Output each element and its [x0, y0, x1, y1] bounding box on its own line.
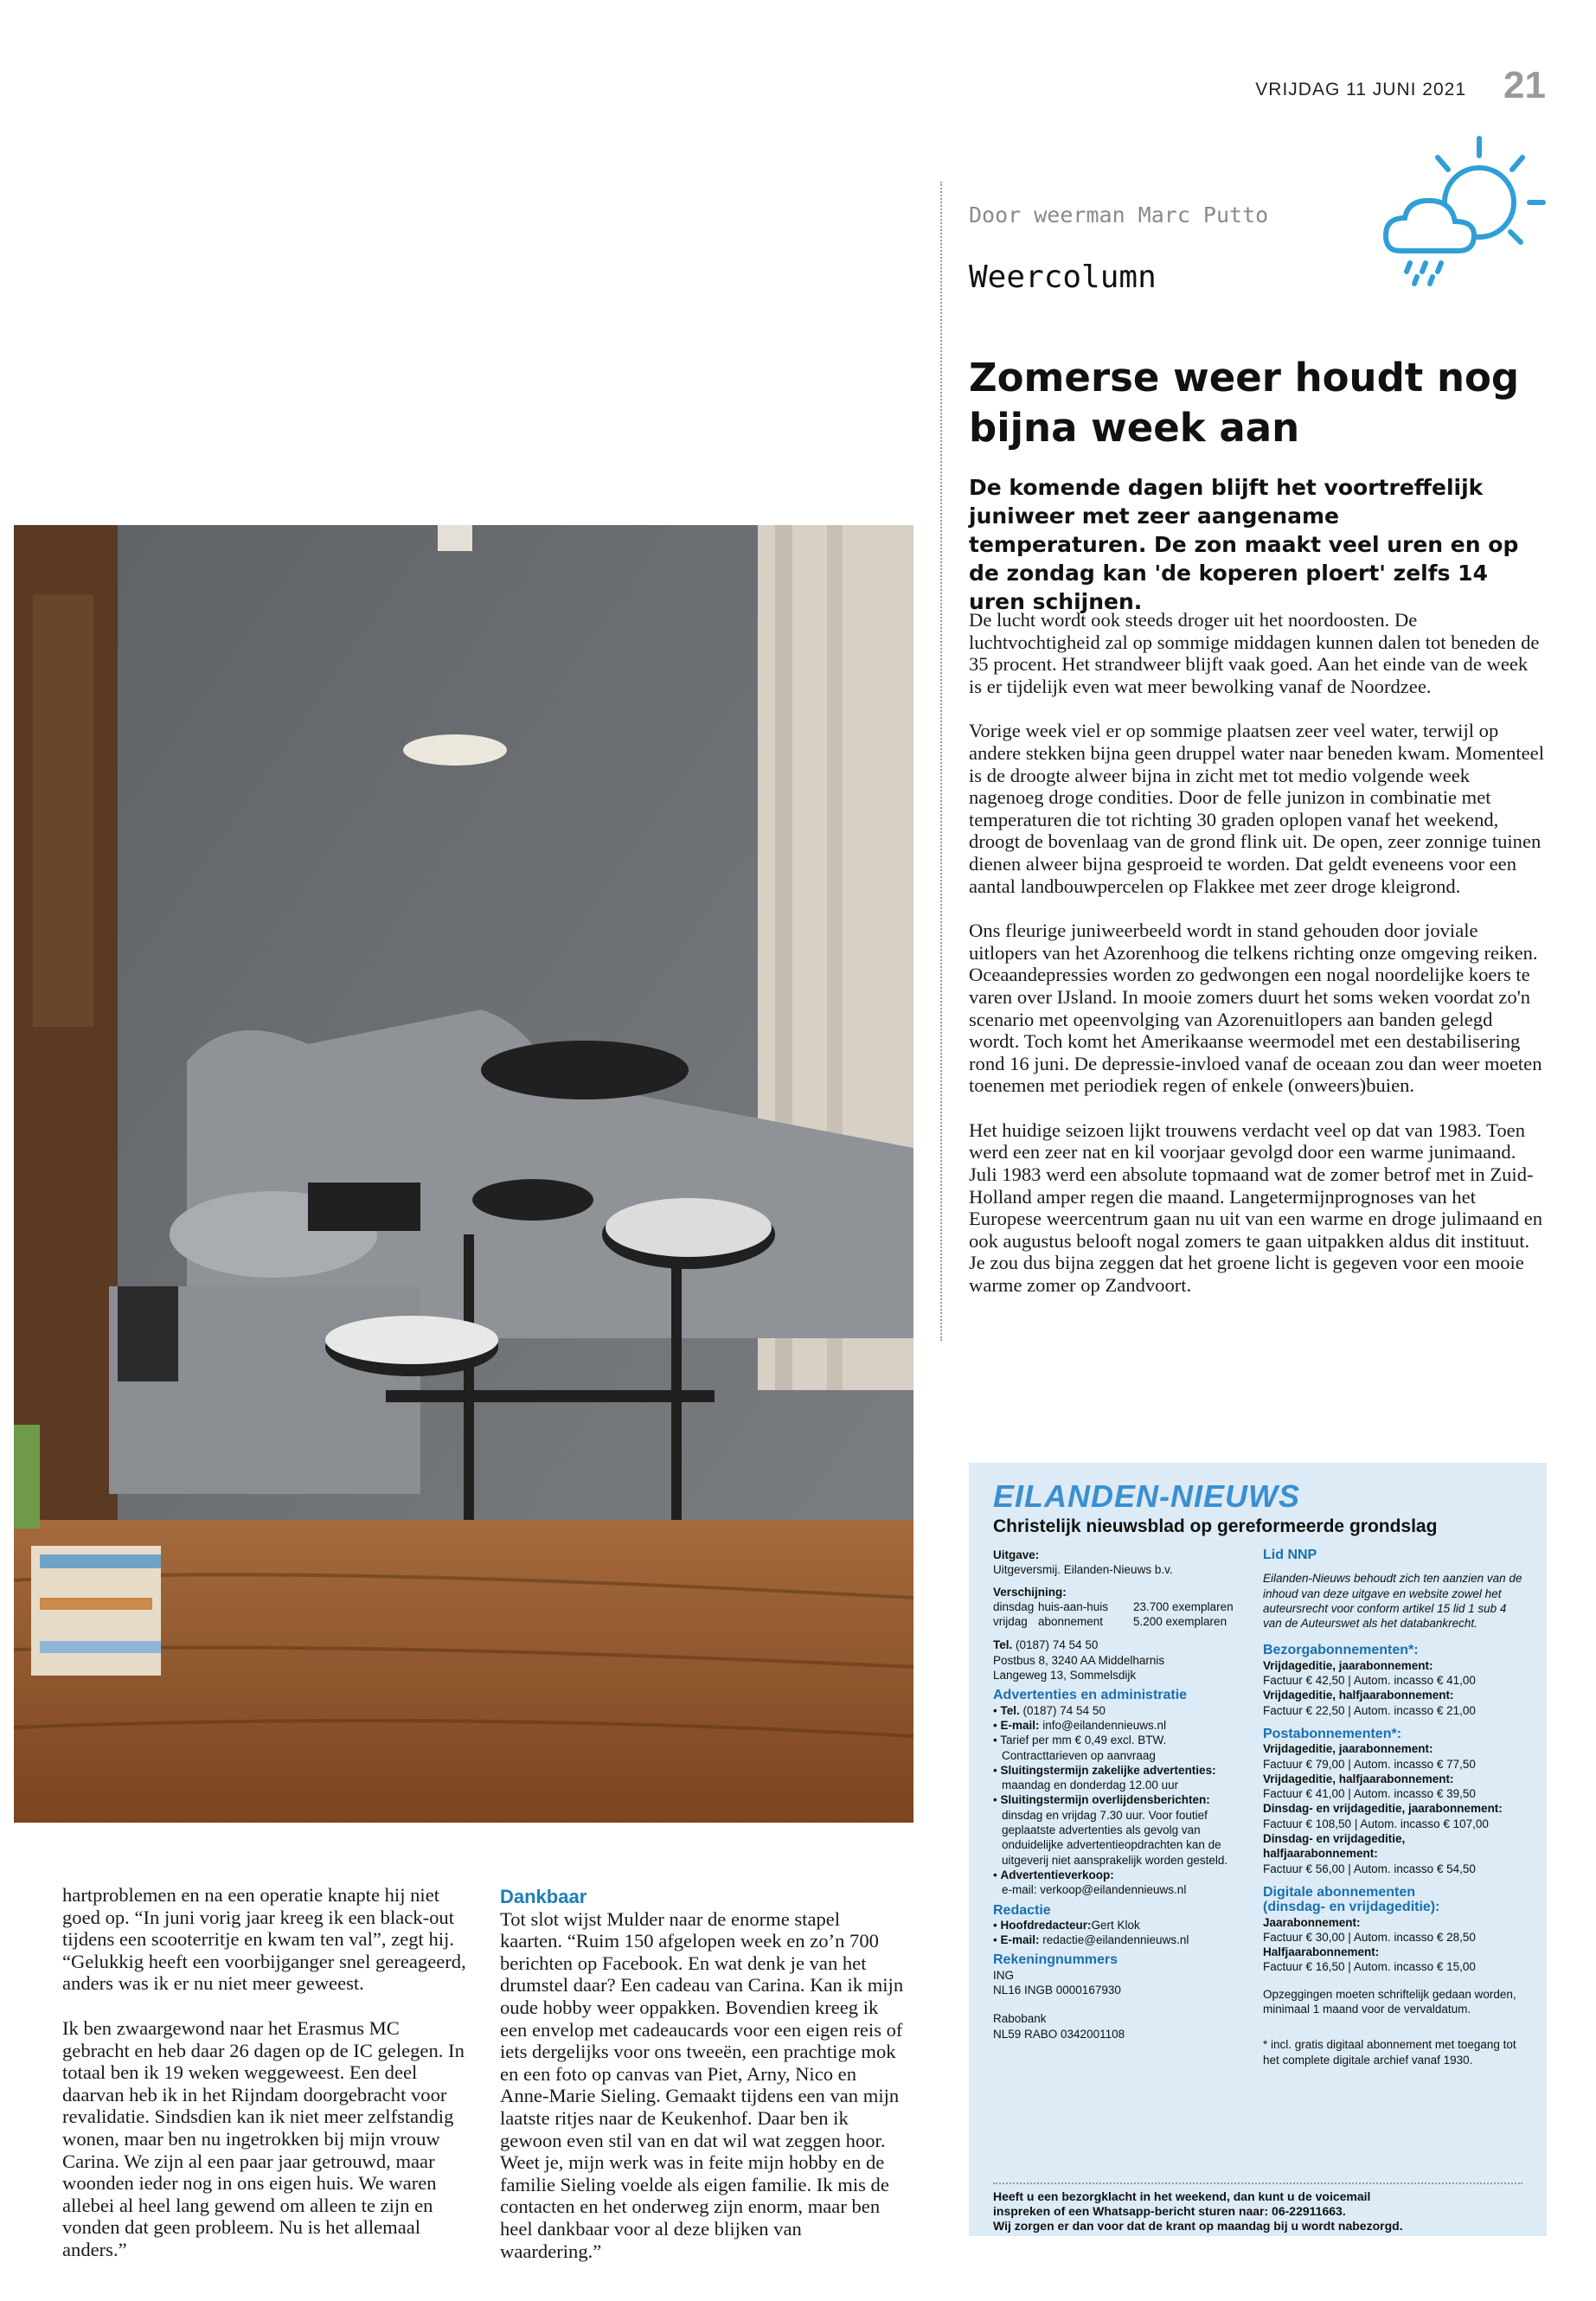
- adv-tarief: Tarief per mm € 0,49 excl. BTW.: [1000, 1734, 1167, 1747]
- uitgave-value: Uitgeversmij. Eilanden-Nieuws b.v.: [993, 1563, 1173, 1577]
- verschijning-heading: Verschijning:: [993, 1585, 1067, 1599]
- day: dinsdag: [993, 1599, 1035, 1613]
- circulation: 23.700 exemplaren: [1133, 1599, 1234, 1613]
- page-date: VRIJDAG 11 JUNI 2021: [1255, 80, 1466, 99]
- sub-price: Factuur € 42,50 | Autom. incasso € 41,00: [1263, 1674, 1476, 1688]
- colophon-footer: [993, 2189, 1403, 2234]
- sub-label: Vrijdageditie, halfjaarabonnement:: [1263, 1772, 1454, 1785]
- adv-email[interactable]: info@eilandennieuws.nl: [1042, 1718, 1167, 1732]
- footer-line: Heeft u een bezorgklacht in het weekend, dan kunt u de voicemail: [993, 2189, 1371, 2203]
- tel-label: Tel.: [993, 1638, 1013, 1652]
- rekening-heading: Rekeningnummers: [993, 1952, 1118, 1968]
- sluit-overlijden-value: uitgeverij niet aansprakelijk worden gesteld.: [1002, 1853, 1228, 1867]
- sub-label: Vrijdageditie, halfjaarabonnement:: [1263, 1689, 1454, 1702]
- footer-line: Wij zorgen er dan voor dat de krant op maandag bij u wordt nabezorgd.: [993, 2219, 1403, 2233]
- story-paragraph: hartproblemen en na een operatie knapte hij niet goed op. “In juni vorig jaar kreeg ik een black-out tijdens een scooterritje en kwam ten val”, zegt hij. “Gelukkig heeft een voorbijganger snel gereageerd, anders was ik er nu niet meer geweest.: [62, 1884, 466, 1995]
- verschijning-row: [993, 1614, 1253, 1629]
- day: vrijdag: [993, 1615, 1028, 1629]
- article-body: [969, 609, 1544, 1319]
- post-heading: Postabonnementen*:: [1263, 1726, 1402, 1741]
- digi-subheading: (dinsdag- en vrijdageditie):: [1263, 1900, 1440, 1915]
- story-column-2: [500, 1886, 907, 2285]
- bank-account: NL59 RABO 0342001108: [993, 2027, 1125, 2041]
- adv-tel-label: Tel.: [1000, 1703, 1020, 1717]
- article-intro: De komende dagen blijft het voortreffelijk juniweer met zeer aangename temperaturen. De zon maakt veel uren en op de zondag kan 'de koperen ploert' zelfs 14 uren schijnen.: [969, 475, 1519, 614]
- sluit-zakelijk-value: maandag en donderdag 12.00 uur: [1002, 1779, 1179, 1792]
- sluit-overlijden-label: Sluitingstermijn overlijdensberichten:: [1000, 1793, 1210, 1807]
- story-column-1: [62, 1884, 469, 2284]
- section-title: Weercolumn: [969, 260, 1157, 295]
- circulation: 5.200 exemplaren: [1133, 1615, 1227, 1629]
- article-paragraph: Vorige week viel er op sommige plaatsen zeer veel water, terwijl op andere stekken bijna geen druppel water naar beneden kwam. Momenteel is de droogte alweer bijna in zicht met tot medio volgende week nagenoeg droge condities. Door de felle junizon in combinatie met temperaturen die tot richting 30 graden oplopen vanaf het weekend, droogt de bovenlaag van de grond flink uit. De open, zeer zonnige tuinen dienen alweer bijna gesproeid te worden. Dat geldt eveneens voor een aantal landbouwpercelen op Flakkee met zeer droge kleigrond.: [969, 720, 1544, 897]
- adv-heading: Advertenties en administratie: [993, 1688, 1188, 1703]
- adv-verkoop-email[interactable]: e-mail: verkoop@eilandennieuws.nl: [1002, 1883, 1187, 1897]
- colophon-divider: [993, 2182, 1522, 2184]
- redactie-heading: Redactie: [993, 1902, 1051, 1918]
- footer-line: inspreken of een Whatsapp-bericht sturen naar: 06-22911663.: [993, 2204, 1346, 2218]
- sub-label: Vrijdageditie, jaarabonnement:: [1263, 1742, 1433, 1756]
- sluit-overlijden-value: dinsdag en vrijdag 7.30 uur. Voor foutief: [1002, 1808, 1208, 1822]
- cancel-note: Opzeggingen moeten schriftelijk gedaan worden,: [1263, 1987, 1516, 2001]
- red-email[interactable]: redactie@eilandennieuws.nl: [1042, 1933, 1189, 1947]
- verschijning-row: [993, 1599, 1253, 1614]
- bank-account: NL16 INGB 0000167930: [993, 1984, 1121, 1997]
- sluit-zakelijk-label: Sluitingstermijn zakelijke advertenties:: [1000, 1763, 1216, 1777]
- sub-price: Factuur € 30,00 | Autom. incasso € 28,50: [1263, 1930, 1476, 1944]
- address-line: Postbus 8, 3240 AA Middelharnis: [993, 1653, 1165, 1667]
- colophon-right-column: [1263, 1548, 1522, 2067]
- story-paragraph: Ik ben zwaargewond naar het Erasmus MC gebracht en heb daar 26 dagen op de IC gelegen. In totaal ben ik 19 weken weggeweest. Een deel daarvan heb ik in het Rijndam doorgebracht voor revalidatie. Sindsdien kan ik niet meer zelfstandig wonen, maar ben nu ingetrokken bij mijn vrouw Carina. We zijn al een paar jaar getrouwd, maar woonden ieder nog in ons eigen huis. We waren allebei al heel lang gewend om alleen te zijn en vonden dat geen probleem. Nu is het allemaal anders.”: [62, 2016, 465, 2260]
- page-number: 21: [1503, 64, 1546, 106]
- sub-label: Dinsdag- en vrijdageditie, jaarabonnement:: [1263, 1802, 1503, 1816]
- footnote: het complete digitale archief vanaf 1930.: [1263, 2053, 1473, 2067]
- sub-label: Jaarabonnement:: [1263, 1915, 1361, 1929]
- hoofdred-label: Hoofdredacteur:: [1000, 1918, 1092, 1932]
- article-paragraph: De lucht wordt ook steeds droger uit het noordoosten. De luchtvochtigheid zal op sommige middagen kunnen dalen tot beneden de 35 procent. Het strandweer blijft vaak goed. Aan het einde van de week is er tijdelijk even wat meer bewolking vanaf de Noordzee.: [969, 609, 1540, 697]
- weather-sun-cloud-rain-icon: [1382, 131, 1547, 287]
- newspaper-logo: EILANDEN-NIEUWS: [993, 1478, 1300, 1514]
- digi-heading: Digitale abonnementen: [1263, 1884, 1416, 1900]
- byline: Door weerman Marc Putto: [969, 202, 1269, 228]
- sub-label: Vrijdageditie, jaarabonnement:: [1263, 1658, 1433, 1672]
- sub-price: Factuur € 41,00 | Autom. incasso € 39,50: [1263, 1787, 1476, 1801]
- article-paragraph: Ons fleurige juniweerbeeld wordt in stand gehouden door joviale uitlopers van het Azorenhoog die telkens richting onze omgeving reiken. Oceaandepressies worden zo gedwongen een nogal noordelijke koers te varen over IJsland. In mooie zomers duurt het soms weken voordat zo'n scenario met opeenvolging van Azorenuitlopers aan banden gelegd wordt. Toch komt het Amerikaanse weermodel met een destabilisering rond 16 juni. De depressie-invloed vanaf de oceaan zou dan weer moeten toenemen met periodiek regen of enkele (onweers)buien.: [969, 920, 1542, 1097]
- bezorg-heading: Bezorgabonnementen*:: [1263, 1643, 1419, 1658]
- adv-tel: (0187) 74 54 50: [1022, 1703, 1106, 1717]
- lid-nnp: Lid NNP: [1263, 1548, 1317, 1562]
- rights-notice: Eilanden-Nieuws behoudt zich ten aanzien van de inhoud van deze uitgave en website zowel het auteursrecht voor conform artikel 15 lid 1 sub 4 van de Auteurswet als het databankrecht.: [1263, 1572, 1522, 1631]
- cancel-note: minimaal 1 maand voor de vervaldatum.: [1263, 2003, 1471, 2016]
- sub-price: Factuur € 108,50 | Autom. incasso € 107,00: [1263, 1817, 1489, 1830]
- hoofdred-value: Gert Klok: [1091, 1918, 1140, 1932]
- type: huis-aan-huis: [1038, 1599, 1109, 1613]
- sluit-overlijden-value: onduidelijke advertentieopdrachten kan de: [1002, 1838, 1221, 1852]
- story-subhead: Dankbaar: [500, 1886, 587, 1907]
- sub-label: Dinsdag- en vrijdageditie, halfjaarabonnement:: [1263, 1832, 1406, 1861]
- address-line: Langeweg 13, Sommelsdijk: [993, 1669, 1137, 1682]
- adv-verkoop-label: Advertentieverkoop:: [1000, 1868, 1114, 1881]
- type: abonnement: [1038, 1615, 1104, 1629]
- uitgave-heading: Uitgave:: [993, 1548, 1040, 1561]
- sub-label: Halfjaarabonnement:: [1263, 1945, 1380, 1959]
- story-paragraph: Tot slot wijst Mulder naar de enorme stapel kaarten. “Ruim 150 afgelopen week en zo’n 700 berichten op Facebook. En wat denk je van het drumstel daar? Een cadeau van Carina. Kan ik mijn oude hobby weer oppakken. Bovendien kreeg ik een envelop met cadeaucards voor een eigen reis of iets dergelijks voor ons tweeën, een prachtige mok en een foto op canvas van Piet, Arny, Nico en Anne-Marie Sieling. Gemaakt tijdens een van mijn laatste ritjes naar de Keukenhof. Daar ben ik gewoon even stil van en dat wil wat zeggen hoor. Weet je, mijn werk was in feite mijn hobby en de familie Sieling voelde als eigen familie. Ik mis de contacten en het onderweg zijn enorm, maar ben heel dankbaar voor al deze blijken van waardering.”: [500, 1907, 904, 2262]
- bank-name: Rabobank: [993, 2012, 1047, 2026]
- article-paragraph: Het huidige seizoen lijkt trouwens verdacht veel op dat van 1983. Toen werd een zeer nat en kil voorjaar gevolgd door een warme junimaand. Juli 1983 werd een absolute topmaand wat de zomer betrof met in Zuid-Holland amper regen die maand. Langetermijnprognoses van het Europese weercentrum gaan nu uit van een warme en droge julimaand en ook augustus belooft nogal zomers te gaan uitpakken aldus dit instituut. Je zou dus bijna zeggen dat het groene licht is gegeven voor een mooie warme zomer op Zandvoort.: [969, 1118, 1543, 1297]
- footnote: * incl. gratis digitaal abonnement met toegang tot: [1263, 2038, 1516, 2052]
- newspaper-tagline: Christelijk nieuwsblad op gereformeerde grondslag: [993, 1516, 1438, 1536]
- sluit-overlijden-value: geplaatste advertenties als gevolg van: [1002, 1823, 1201, 1837]
- colophon-box: [969, 1463, 1547, 2236]
- sub-price: Factuur € 56,00 | Autom. incasso € 54,50: [1263, 1862, 1476, 1875]
- bank-name: ING: [993, 1968, 1015, 1982]
- headline: Zomerse weer houdt nog bijna week aan: [969, 355, 1520, 451]
- adv-tarief-note: Contracttarieven op aanvraag: [1002, 1748, 1156, 1762]
- colophon-left-column: Uitgave: Uitgeversmij. Eilanden-Nieuws b.v. Verschijning: dinsdag huis-aan-huis 23.700 exemplaren vrijdag abonnement 5.200 exemplaren Tel. (0187) 74 54 50 Postbus 8, 3240 AA Middelharnis Langeweg 13, Sommelsdijk Advertenties en administratie • Tel. (0187) 74 54 50 • E-mail: info@eilandennieuws.nl • Tarief per mm € 0,49 excl. BTW. Contracttarieven op aanvraag • Sluitingstermijn zakelijke advertenties: maandag en donderdag 12.00 uur • Sluitingstermijn overlijdensberichten: dinsdag en vrijdag 7.30 uur. Voor foutief geplaatste advertenties als gevolg van onduidelijke advertentieopdrachten kan de uitgeverij niet aansprakelijk worden gesteld. • Advertentieverkoop: e-mail: verkoop@eilandennieuws.nl Redactie • Hoofdredacteur:Gert Klok • E-mail: redactie@eilandennieuws.nl Rekeningnummers ING NL16 INGB 0000167930 Rabobank NL59 RABO 0342001108: [993, 1548, 1253, 2041]
- column-divider: [940, 182, 944, 1341]
- adv-email-label: E-mail:: [1000, 1718, 1040, 1732]
- tel-value: (0187) 74 54 50: [1016, 1638, 1099, 1652]
- red-email-label: E-mail:: [1000, 1933, 1040, 1947]
- sub-price: Factuur € 79,00 | Autom. incasso € 77,50: [1263, 1757, 1476, 1771]
- living-room-drumkit-photo: [14, 525, 913, 1823]
- sub-price: Factuur € 22,50 | Autom. incasso € 21,00: [1263, 1703, 1476, 1717]
- sub-price: Factuur € 16,50 | Autom. incasso € 15,00: [1263, 1960, 1476, 1974]
